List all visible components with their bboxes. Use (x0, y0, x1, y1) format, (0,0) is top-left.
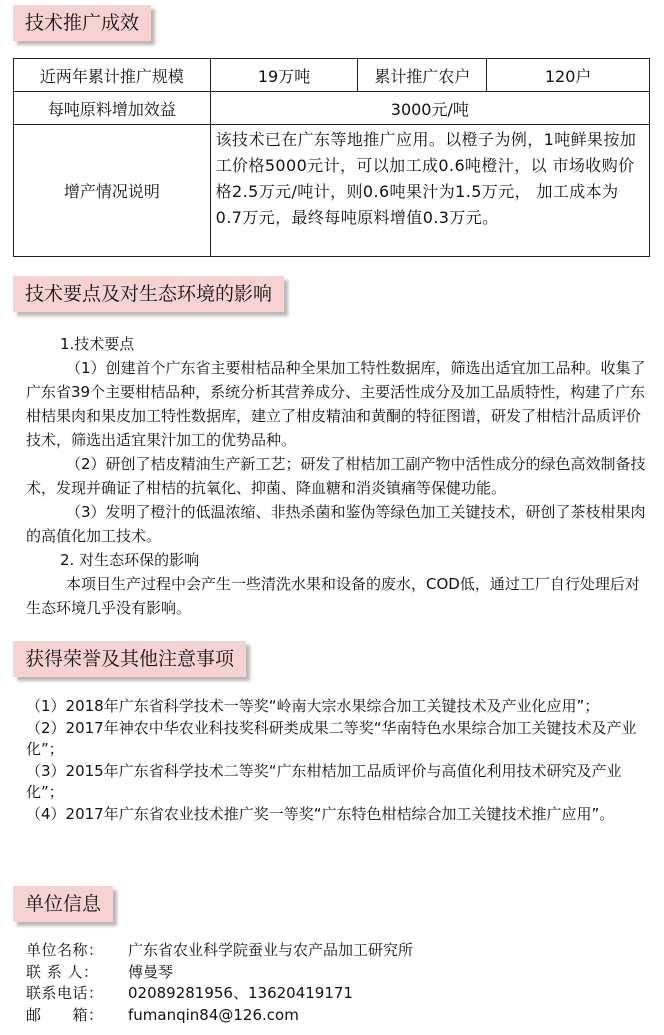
contact-label: 联 系 人： (26, 962, 99, 981)
contact-value: 傅曼琴 (128, 962, 174, 981)
scale-label: 近两年累计推广规模 (14, 59, 211, 92)
table-row (14, 92, 650, 125)
unit-info (26, 940, 646, 1026)
phone-row (26, 983, 646, 1005)
section-header-promotion: 技术推广成效 (13, 5, 151, 41)
unit-name-value: 广东省农业科学院蚕业与农产品加工研究所 (128, 941, 414, 959)
section-header-honors: 获得荣誉及其他注意事项 (13, 641, 246, 677)
eco-text: 本项目生产过程中会产生一些清洗水果和设备的废水，COD低，通过工厂自行处理后对生态环境几乎没有影响。 (26, 575, 640, 617)
scale-value: 19万吨 (210, 59, 358, 92)
phone-label: 联系电话： (26, 984, 104, 1002)
benefit-value: 3000元/吨 (210, 92, 649, 125)
honor-item: （2）2017年神农中华农业科技奖科研类成果二等奖“华南特色水果综合加工关键技术及产业化”； (26, 718, 637, 758)
table-row (14, 59, 650, 92)
email-label: 邮 箱： (26, 1005, 104, 1024)
promotion-stats-table (13, 58, 650, 257)
key-point-item-2: （2）研创了桔皮精油生产新工艺；研发了柑桔加工副产物中活性成分的绿色高效制备技术，发现并确证了柑桔的抗氧化、抑菌、降血糖和消炎镇痛等保健功能。 (26, 455, 646, 497)
key-point-item-1: （1）创建首个广东省主要柑桔品种全果加工特性数据库，筛选出适宜加工品种。收集了广东省39个主要柑桔品种，系统分析其营养成分、主要活性成分及加工品质特性，构建了广东柑桔果肉和果皮加工特性数据库，建立了柑皮精油和黄酮的特征图谱，研发了柑桔汁品质评价技术，筛选出适宜果汁加工的优势品种。 (26, 359, 646, 449)
unit-name-row (26, 940, 646, 962)
key-points-body (26, 332, 646, 620)
phone-value: 02089281956、13620419171 (128, 984, 353, 1002)
desc-label: 增产情况说明 (14, 125, 211, 257)
honors-list (26, 696, 646, 825)
unit-name-label: 单位名称： (26, 941, 104, 959)
farmers-label: 累计推广农户 (358, 59, 487, 92)
key-points-heading: 1.技术要点 (60, 335, 135, 353)
key-point-item-3: （3）发明了橙汁的低温浓缩、非热杀菌和鉴伪等绿色加工关键技术，研创了茶枝柑果肉的高值化加工技术。 (26, 503, 646, 545)
contact-row (26, 962, 646, 984)
benefit-label: 每吨原料增加效益 (14, 92, 211, 125)
table-row (14, 125, 650, 257)
email-row (26, 1005, 646, 1027)
section-header-unit: 单位信息 (13, 886, 113, 922)
farmers-value: 120户 (487, 59, 650, 92)
email-value[interactable]: fumanqin84@126.com (128, 1005, 299, 1024)
honor-item: （3）2015年广东省科学技术二等奖“广东柑桔加工品质评价与高值化利用技术研究及产业化”； (26, 761, 622, 801)
section-header-key-points: 技术要点及对生态环境的影响 (13, 276, 284, 312)
eco-heading: 2. 对生态环保的影响 (60, 551, 200, 569)
honor-item: （4）2017年广东省农业技术推广奖一等奖“广东特色柑桔综合加工关键技术推广应用”。 (26, 804, 615, 823)
honor-item: （1）2018年广东省科学技术一等奖“岭南大宗水果综合加工关键技术及产业化应用”； (26, 697, 600, 715)
desc-value: 该技术已在广东等地推广应用。以橙子为例，1吨鲜果按加工价格5000元计，可以加工成0.6吨橙汁，以 市场收购价格2.5万元/吨计，则0.6吨果汁为1.5万元， 加工成本为0.7万元，最终每吨原料增值0.3万元。 (210, 125, 649, 257)
